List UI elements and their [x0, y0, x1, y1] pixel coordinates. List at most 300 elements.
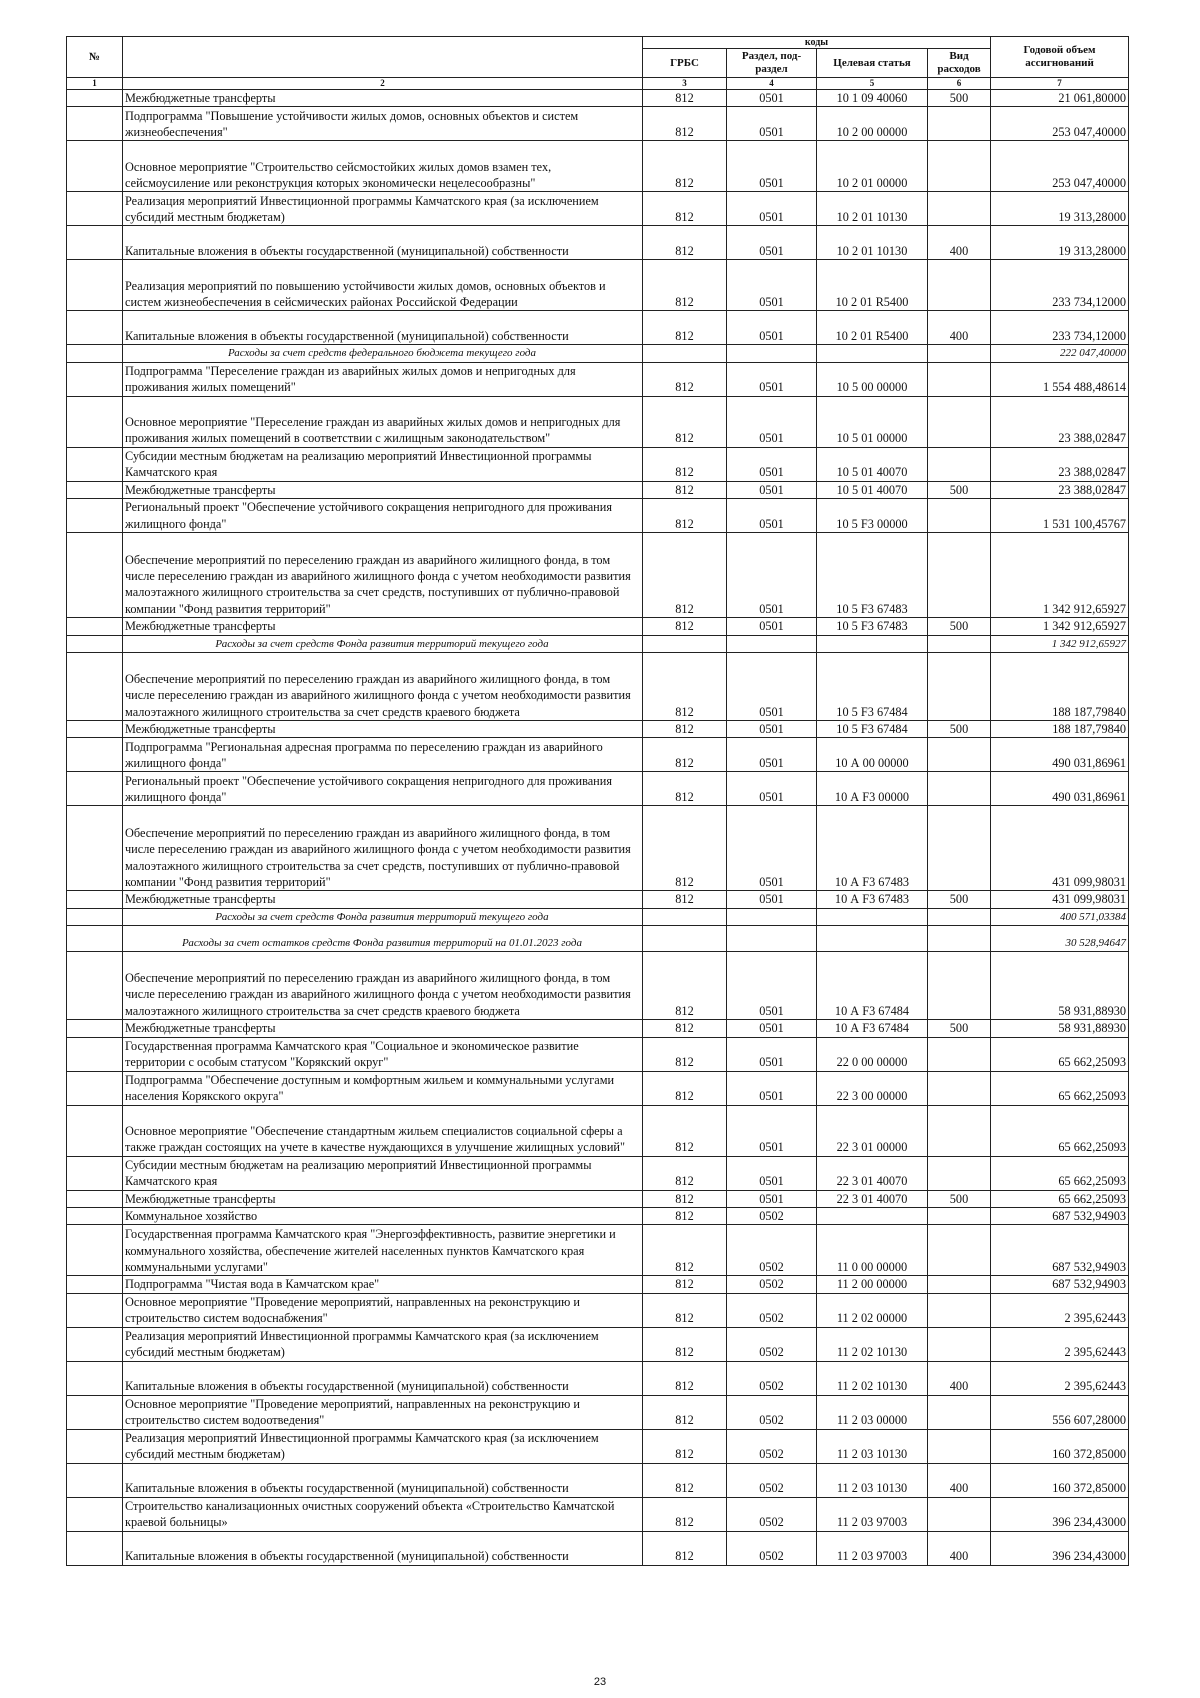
cell-target: 10 2 01 10130: [817, 192, 928, 226]
cell-name: Межбюджетные трансферты: [123, 90, 643, 107]
cell-kind: [928, 362, 991, 396]
cell-target: 10 5 F3 67483: [817, 618, 928, 635]
cell-number: [67, 1105, 123, 1156]
cell-kind: 500: [928, 90, 991, 107]
cell-kind: [928, 447, 991, 481]
cell-amount: 160 372,85000: [991, 1463, 1129, 1497]
cell-section: 0501: [727, 806, 817, 891]
cell-target: 22 3 01 40070: [817, 1156, 928, 1190]
cell-target: 22 0 00 00000: [817, 1037, 928, 1071]
cell-target: 10 5 00 00000: [817, 362, 928, 396]
cell-target: [817, 926, 928, 952]
cell-amount: 687 532,94903: [991, 1276, 1129, 1293]
cell-kind: [928, 260, 991, 311]
cell-kind: [928, 533, 991, 618]
cell-section: 0501: [727, 396, 817, 447]
cell-name: Подпрограмма "Чистая вода в Камчатском крае": [123, 1276, 643, 1293]
cell-section: 0502: [727, 1276, 817, 1293]
cell-name: Капитальные вложения в объекты государственной (муниципальной) собственности: [123, 226, 643, 260]
cell-amount: 400 571,03384: [991, 908, 1129, 925]
table-row: [67, 1037, 1129, 1071]
table-row: [67, 952, 1129, 1020]
table-row: [67, 141, 1129, 192]
table-row: [67, 1531, 1129, 1565]
cell-target: 10 А F3 67483: [817, 891, 928, 908]
cell-number: [67, 1327, 123, 1361]
cell-target: 11 0 00 00000: [817, 1225, 928, 1276]
cell-section: 0502: [727, 1395, 817, 1429]
table-row: [67, 1361, 1129, 1395]
cell-kind: [928, 1156, 991, 1190]
cell-amount: 65 662,25093: [991, 1071, 1129, 1105]
cell-section: 0501: [727, 481, 817, 498]
cell-number: [67, 192, 123, 226]
header-grbs: ГРБС: [643, 49, 727, 78]
cell-number: [67, 533, 123, 618]
cell-amount: 65 662,25093: [991, 1156, 1129, 1190]
cell-number: [67, 721, 123, 738]
col-number-7: 7: [991, 78, 1129, 90]
cell-kind: [928, 653, 991, 721]
cell-section: 0501: [727, 1156, 817, 1190]
cell-kind: 500: [928, 891, 991, 908]
cell-kind: [928, 952, 991, 1020]
cell-grbs: 812: [643, 1463, 727, 1497]
cell-number: [67, 311, 123, 345]
cell-name: Расходы за счет средств федерального бюджета текущего года: [123, 345, 643, 362]
cell-number: [67, 1071, 123, 1105]
cell-kind: 500: [928, 618, 991, 635]
table-row: [67, 1463, 1129, 1497]
cell-name: Основное мероприятие "Переселение граждан из аварийных жилых домов и непригодных для проживания жилых помещений в соответствии с жилищным законодательством": [123, 396, 643, 447]
cell-amount: 687 532,94903: [991, 1208, 1129, 1225]
cell-name: Реализация мероприятий Инвестиционной программы Камчатского края (за исключением субсидий местным бюджетам): [123, 1327, 643, 1361]
table-note-row: [67, 908, 1129, 925]
cell-name: Субсидии местным бюджетам на реализацию мероприятий Инвестиционной программы Камчатского края: [123, 1156, 643, 1190]
table-row: [67, 806, 1129, 891]
cell-target: 11 2 03 97003: [817, 1497, 928, 1531]
table-row: [67, 772, 1129, 806]
cell-kind: [928, 1327, 991, 1361]
cell-target: 10 5 F3 00000: [817, 499, 928, 533]
cell-grbs: 812: [643, 499, 727, 533]
cell-grbs: 812: [643, 1071, 727, 1105]
header-codes: коды: [643, 37, 991, 49]
cell-amount: 19 313,28000: [991, 226, 1129, 260]
cell-number: [67, 653, 123, 721]
cell-number: [67, 738, 123, 772]
cell-number: [67, 1037, 123, 1071]
table-row: [67, 447, 1129, 481]
cell-name: Строительство канализационных очистных сооружений объекта «Строительство Камчатской краевой больницы»: [123, 1497, 643, 1531]
cell-section: 0501: [727, 952, 817, 1020]
cell-kind: 400: [928, 226, 991, 260]
cell-number: [67, 926, 123, 952]
cell-grbs: 812: [643, 1156, 727, 1190]
cell-name: Подпрограмма "Обеспечение доступным и комфортным жильем и коммунальными услугами населения Корякского округа": [123, 1071, 643, 1105]
cell-section: 0502: [727, 1463, 817, 1497]
cell-number: [67, 1208, 123, 1225]
cell-kind: 500: [928, 1190, 991, 1207]
cell-target: 10 2 01 10130: [817, 226, 928, 260]
cell-number: [67, 1531, 123, 1565]
cell-number: [67, 1463, 123, 1497]
table-row: [67, 891, 1129, 908]
table-row: [67, 738, 1129, 772]
table-row: [67, 533, 1129, 618]
table-note-row: [67, 345, 1129, 362]
cell-name: Подпрограмма "Региональная адресная программа по переселению граждан из аварийного жилищного фонда": [123, 738, 643, 772]
cell-name: Капитальные вложения в объекты государственной (муниципальной) собственности: [123, 311, 643, 345]
cell-amount: 396 234,43000: [991, 1531, 1129, 1565]
cell-kind: [928, 192, 991, 226]
cell-grbs: 812: [643, 1395, 727, 1429]
cell-target: 22 3 01 40070: [817, 1190, 928, 1207]
table-row: [67, 499, 1129, 533]
cell-target: 10 2 01 R5400: [817, 311, 928, 345]
cell-kind: [928, 396, 991, 447]
cell-number: [67, 499, 123, 533]
cell-grbs: 812: [643, 1037, 727, 1071]
cell-section: 0502: [727, 1327, 817, 1361]
cell-target: 10 А F3 67483: [817, 806, 928, 891]
table-row: [67, 481, 1129, 498]
cell-amount: 160 372,85000: [991, 1429, 1129, 1463]
cell-target: 10 5 01 40070: [817, 481, 928, 498]
cell-amount: 30 528,94647: [991, 926, 1129, 952]
cell-number: [67, 908, 123, 925]
cell-amount: 2 395,62443: [991, 1327, 1129, 1361]
cell-amount: 233 734,12000: [991, 260, 1129, 311]
cell-number: [67, 90, 123, 107]
cell-amount: 21 061,80000: [991, 90, 1129, 107]
cell-section: 0501: [727, 721, 817, 738]
cell-section: 0501: [727, 1020, 817, 1037]
cell-kind: 500: [928, 1020, 991, 1037]
table-row: [67, 653, 1129, 721]
cell-grbs: 812: [643, 1293, 727, 1327]
cell-section: 0501: [727, 533, 817, 618]
cell-section: 0501: [727, 653, 817, 721]
cell-name: Субсидии местным бюджетам на реализацию мероприятий Инвестиционной программы Камчатского края: [123, 447, 643, 481]
cell-grbs: [643, 345, 727, 362]
cell-target: 10 2 01 R5400: [817, 260, 928, 311]
cell-name: Обеспечение мероприятий по переселению граждан из аварийного жилищного фонда, в том числе переселению граждан из аварийного жилищного фонда с учетом необходимости развития малоэтажного жилищного строительства за счет средств краевого бюджета: [123, 952, 643, 1020]
cell-section: 0502: [727, 1208, 817, 1225]
cell-amount: 65 662,25093: [991, 1190, 1129, 1207]
table-row: [67, 1395, 1129, 1429]
cell-grbs: 812: [643, 952, 727, 1020]
cell-name: Межбюджетные трансферты: [123, 891, 643, 908]
cell-grbs: [643, 926, 727, 952]
cell-kind: [928, 1208, 991, 1225]
cell-amount: 222 047,40000: [991, 345, 1129, 362]
cell-number: [67, 635, 123, 652]
cell-section: 0501: [727, 311, 817, 345]
col-number-6: 6: [928, 78, 991, 90]
cell-grbs: 812: [643, 481, 727, 498]
cell-name: Обеспечение мероприятий по переселению граждан из аварийного жилищного фонда, в том числе переселению граждан из аварийного жилищного фонда с учетом необходимости развития малоэтажного жилищного строительства за счет средств, поступивших от публично-правовой компании "Фонд развития территорий": [123, 533, 643, 618]
table-row: [67, 192, 1129, 226]
page-number: 23: [593, 1676, 607, 1688]
cell-kind: [928, 738, 991, 772]
cell-amount: 1 342 912,65927: [991, 635, 1129, 652]
cell-amount: 396 234,43000: [991, 1497, 1129, 1531]
cell-grbs: 812: [643, 1105, 727, 1156]
cell-name: Региональный проект "Обеспечение устойчивого сокращения непригодного для проживания жилищного фонда": [123, 772, 643, 806]
cell-grbs: 812: [643, 362, 727, 396]
cell-grbs: 812: [643, 1497, 727, 1531]
cell-amount: 2 395,62443: [991, 1361, 1129, 1395]
cell-target: 10 А F3 67484: [817, 1020, 928, 1037]
cell-grbs: [643, 908, 727, 925]
cell-target: 11 2 02 00000: [817, 1293, 928, 1327]
cell-name: Реализация мероприятий Инвестиционной программы Камчатского края (за исключением субсидий местным бюджетам): [123, 1429, 643, 1463]
cell-grbs: 812: [643, 738, 727, 772]
cell-kind: [928, 635, 991, 652]
cell-kind: [928, 1497, 991, 1531]
cell-section: 0501: [727, 1105, 817, 1156]
cell-grbs: 812: [643, 806, 727, 891]
cell-name: Межбюджетные трансферты: [123, 481, 643, 498]
cell-kind: [928, 1037, 991, 1071]
cell-number: [67, 952, 123, 1020]
table-row: [67, 396, 1129, 447]
cell-name: Межбюджетные трансферты: [123, 721, 643, 738]
cell-number: [67, 447, 123, 481]
cell-name: Основное мероприятие "Проведение мероприятий, направленных на реконструкцию и строительство систем водоснабжения": [123, 1293, 643, 1327]
cell-grbs: 812: [643, 192, 727, 226]
cell-name: Капитальные вложения в объекты государственной (муниципальной) собственности: [123, 1463, 643, 1497]
cell-grbs: 812: [643, 533, 727, 618]
cell-kind: 400: [928, 1361, 991, 1395]
cell-name: Расходы за счет средств Фонда развития территорий текущего года: [123, 635, 643, 652]
cell-amount: 65 662,25093: [991, 1037, 1129, 1071]
cell-grbs: 812: [643, 1190, 727, 1207]
cell-amount: 188 187,79840: [991, 653, 1129, 721]
cell-name: Капитальные вложения в объекты государственной (муниципальной) собственности: [123, 1531, 643, 1565]
cell-amount: 1 342 912,65927: [991, 618, 1129, 635]
cell-name: Расходы за счет остатков средств Фонда развития территорий на 01.01.2023 года: [123, 926, 643, 952]
header-number: №: [67, 37, 123, 78]
cell-name: Обеспечение мероприятий по переселению граждан из аварийного жилищного фонда, в том числе переселению граждан из аварийного жилищного фонда с учетом необходимости развития малоэтажного жилищного строительства за счет средств, поступивших от публично-правовой компании "Фонд развития территорий": [123, 806, 643, 891]
cell-number: [67, 107, 123, 141]
cell-kind: [928, 1395, 991, 1429]
cell-number: [67, 618, 123, 635]
cell-target: 10 А F3 00000: [817, 772, 928, 806]
cell-number: [67, 1395, 123, 1429]
cell-grbs: 812: [643, 721, 727, 738]
cell-number: [67, 1020, 123, 1037]
cell-number: [67, 260, 123, 311]
table-row: [67, 1293, 1129, 1327]
cell-target: 22 3 01 00000: [817, 1105, 928, 1156]
cell-target: 10 А 00 00000: [817, 738, 928, 772]
cell-grbs: 812: [643, 1225, 727, 1276]
table-row: [67, 618, 1129, 635]
cell-amount: 556 607,28000: [991, 1395, 1129, 1429]
cell-section: 0501: [727, 260, 817, 311]
cell-section: 0502: [727, 1429, 817, 1463]
cell-target: 11 2 03 10130: [817, 1429, 928, 1463]
col-number-5: 5: [817, 78, 928, 90]
cell-grbs: 812: [643, 891, 727, 908]
cell-name: Государственная программа Камчатского края "Энергоэффективность, развитие энергетики и коммунального хозяйства, обеспечение жителей населенных пунктов Камчатского края коммунальными услугами": [123, 1225, 643, 1276]
cell-grbs: 812: [643, 772, 727, 806]
col-number-2: 2: [123, 78, 643, 90]
cell-kind: 400: [928, 1531, 991, 1565]
cell-grbs: 812: [643, 1429, 727, 1463]
table-row: [67, 1276, 1129, 1293]
cell-target: [817, 635, 928, 652]
table-row: [67, 362, 1129, 396]
cell-section: 0501: [727, 192, 817, 226]
table-row: [67, 260, 1129, 311]
cell-kind: [928, 806, 991, 891]
cell-grbs: 812: [643, 107, 727, 141]
cell-grbs: 812: [643, 1327, 727, 1361]
cell-kind: [928, 499, 991, 533]
cell-name: Обеспечение мероприятий по переселению граждан из аварийного жилищного фонда, в том числе переселению граждан из аварийного жилищного фонда с учетом необходимости развития малоэтажного жилищного строительства за счет средств краевого бюджета: [123, 653, 643, 721]
header-name: [123, 37, 643, 78]
cell-amount: 1 531 100,45767: [991, 499, 1129, 533]
cell-amount: 23 388,02847: [991, 396, 1129, 447]
table-row: [67, 1020, 1129, 1037]
cell-amount: 188 187,79840: [991, 721, 1129, 738]
col-number-4: 4: [727, 78, 817, 90]
cell-target: 10 5 F3 67483: [817, 533, 928, 618]
cell-name: Межбюджетные трансферты: [123, 618, 643, 635]
cell-section: 0501: [727, 447, 817, 481]
header-volume: Годовой объем ассигнований: [991, 37, 1129, 78]
cell-name: Основное мероприятие "Обеспечение стандартным жильем специалистов социальной сферы а также граждан состоящих на учете в качестве нуждающихся в улучшение жилищных условий": [123, 1105, 643, 1156]
cell-grbs: 812: [643, 141, 727, 192]
cell-amount: 233 734,12000: [991, 311, 1129, 345]
cell-number: [67, 481, 123, 498]
table-row: [67, 1190, 1129, 1207]
cell-target: 10 А F3 67484: [817, 952, 928, 1020]
cell-section: 0501: [727, 891, 817, 908]
cell-grbs: 812: [643, 1361, 727, 1395]
cell-kind: [928, 926, 991, 952]
cell-number: [67, 1190, 123, 1207]
cell-number: [67, 226, 123, 260]
table-row: [67, 1429, 1129, 1463]
table-body: [67, 90, 1129, 1566]
cell-target: [817, 1208, 928, 1225]
cell-amount: 23 388,02847: [991, 481, 1129, 498]
header-target: Целевая статья: [817, 49, 928, 78]
cell-grbs: 812: [643, 618, 727, 635]
cell-target: 11 2 03 97003: [817, 1531, 928, 1565]
cell-section: 0501: [727, 738, 817, 772]
cell-amount: 687 532,94903: [991, 1225, 1129, 1276]
cell-amount: 23 388,02847: [991, 447, 1129, 481]
cell-grbs: 812: [643, 226, 727, 260]
cell-number: [67, 1293, 123, 1327]
cell-target: 11 2 03 10130: [817, 1463, 928, 1497]
cell-amount: 490 031,86961: [991, 772, 1129, 806]
cell-number: [67, 1497, 123, 1531]
cell-number: [67, 1156, 123, 1190]
cell-kind: [928, 1225, 991, 1276]
cell-name: Основное мероприятие "Строительство сейсмостойких жилых домов взамен тех, сейсмоусиление или реконструкция которых экономически нецелесообразны": [123, 141, 643, 192]
cell-kind: [928, 141, 991, 192]
cell-grbs: 812: [643, 1276, 727, 1293]
table-row: [67, 1497, 1129, 1531]
cell-number: [67, 1276, 123, 1293]
cell-target: 22 3 00 00000: [817, 1071, 928, 1105]
cell-amount: 58 931,88930: [991, 1020, 1129, 1037]
cell-kind: [928, 345, 991, 362]
cell-grbs: 812: [643, 311, 727, 345]
cell-number: [67, 396, 123, 447]
cell-name: Реализация мероприятий Инвестиционной программы Камчатского края (за исключением субсидий местным бюджетам): [123, 192, 643, 226]
cell-section: [727, 635, 817, 652]
table-row: [67, 721, 1129, 738]
cell-target: [817, 345, 928, 362]
cell-name: Капитальные вложения в объекты государственной (муниципальной) собственности: [123, 1361, 643, 1395]
cell-amount: 431 099,98031: [991, 806, 1129, 891]
table-row: [67, 1208, 1129, 1225]
cell-kind: [928, 772, 991, 806]
cell-target: [817, 908, 928, 925]
cell-kind: 400: [928, 1463, 991, 1497]
cell-grbs: 812: [643, 396, 727, 447]
cell-target: 10 5 F3 67484: [817, 721, 928, 738]
table-row: [67, 1105, 1129, 1156]
cell-name: Государственная программа Камчатского края "Социальное и экономическое развитие территории с особым статусом "Корякский округ": [123, 1037, 643, 1071]
cell-section: 0502: [727, 1361, 817, 1395]
cell-grbs: 812: [643, 1208, 727, 1225]
cell-target: 10 2 00 00000: [817, 107, 928, 141]
cell-kind: [928, 1105, 991, 1156]
table-note-row: [67, 926, 1129, 952]
cell-section: 0501: [727, 1190, 817, 1207]
table-row: [67, 107, 1129, 141]
cell-amount: 58 931,88930: [991, 952, 1129, 1020]
cell-kind: 400: [928, 311, 991, 345]
cell-target: 10 5 01 00000: [817, 396, 928, 447]
cell-name: Подпрограмма "Повышение устойчивости жилых домов, основных объектов и систем жизнеобеспечения": [123, 107, 643, 141]
cell-section: [727, 908, 817, 925]
cell-kind: [928, 1071, 991, 1105]
cell-number: [67, 891, 123, 908]
cell-amount: 1 342 912,65927: [991, 533, 1129, 618]
table-row: [67, 90, 1129, 107]
cell-name: Реализация мероприятий по повышению устойчивости жилых домов, основных объектов и систем жизнеобеспечения в сейсмических районах Российской Федерации: [123, 260, 643, 311]
col-number-1: 1: [67, 78, 123, 90]
cell-section: 0501: [727, 107, 817, 141]
cell-number: [67, 362, 123, 396]
cell-grbs: [643, 635, 727, 652]
cell-amount: 253 047,40000: [991, 141, 1129, 192]
cell-name: Подпрограмма "Переселение граждан из аварийных жилых домов и непригодных для проживания жилых помещений": [123, 362, 643, 396]
table-note-row: [67, 635, 1129, 652]
table-row: [67, 1156, 1129, 1190]
cell-kind: [928, 1429, 991, 1463]
cell-amount: 253 047,40000: [991, 107, 1129, 141]
cell-section: 0502: [727, 1531, 817, 1565]
cell-section: 0501: [727, 1037, 817, 1071]
cell-target: 11 2 02 10130: [817, 1361, 928, 1395]
header-section: Раздел, под-раздел: [727, 49, 817, 78]
cell-kind: [928, 1276, 991, 1293]
cell-grbs: 812: [643, 1531, 727, 1565]
cell-section: [727, 926, 817, 952]
cell-section: 0502: [727, 1497, 817, 1531]
cell-section: 0501: [727, 1071, 817, 1105]
